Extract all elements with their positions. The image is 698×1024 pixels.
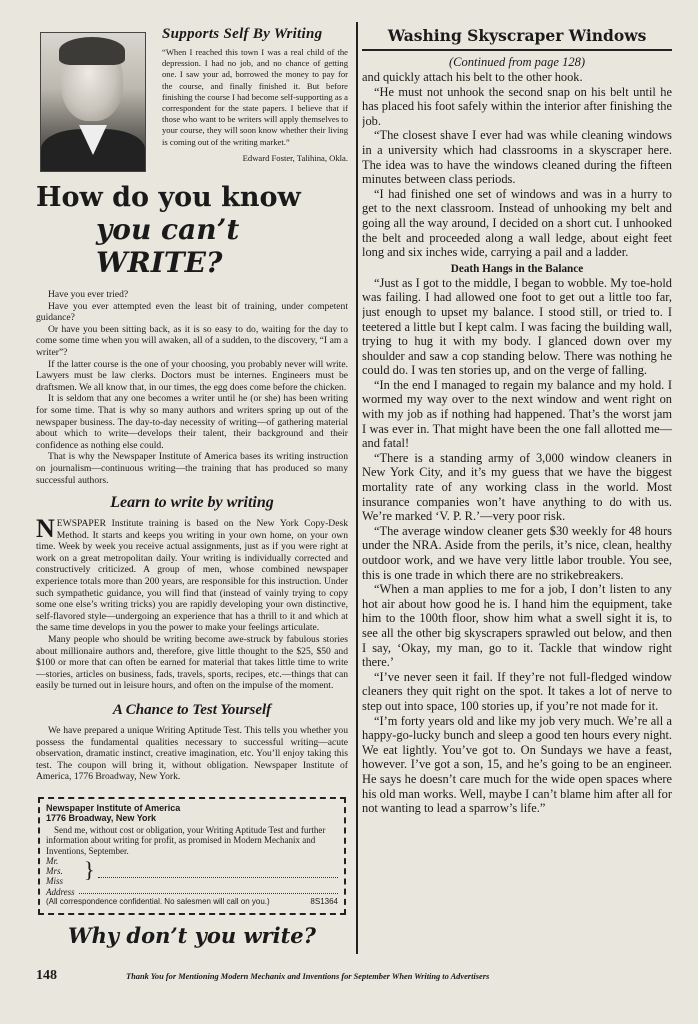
article-paragraph: and quickly attach his belt to the other hook. bbox=[362, 70, 583, 84]
testimonial-block bbox=[36, 26, 348, 172]
name-field[interactable] bbox=[98, 877, 338, 878]
chance-text bbox=[36, 725, 348, 783]
closing-slogan: Why don’t you write? bbox=[68, 922, 316, 948]
drop-cap: N bbox=[36, 514, 55, 544]
intro-paragraph: If the latter course is the one of your choosing, you probably never will write. Lawyers must be law clerks. Doctors must be internes. Engineers must be draftsmen. We all know that, in our times, the egg does come before the chicken. bbox=[36, 358, 348, 393]
label-miss: Miss bbox=[46, 875, 64, 886]
article-paragraph: “When a man applies to me for a job, I don’t listen to any hot air about how good he is. I hand him the equipment, take him to the 100th floor, show him what a swell sight it is, to see all the other big skyscrapers sprawled out below, and then I say, ‘Okay, my man, go to it. Tackle that window right there.’ bbox=[362, 582, 672, 670]
coupon-code: 8S1364 bbox=[310, 896, 338, 906]
intro-paragraph: Or have you been sitting back, as it is so easy to do, waiting for the day to come some time when you will awaken, all of a sudden, to the discovery, “I am a writer”? bbox=[36, 323, 348, 358]
chance-paragraph: We have prepared a unique Writing Aptitude Test. This tells you whether you possess the fundamental qualities necessary to successful writing—acute observation, dramatic instinct, creative imagination, etc. You’ll enjoy taking this test. The coupon will bring it, without obligation. Newspaper Institute of America, 1776 Broadway, New York. bbox=[36, 725, 348, 783]
intro-paragraph: Have you ever tried? bbox=[48, 289, 129, 300]
article-paragraph: “In the end I managed to regain my balance and my hold. I wormed my way over to the next window and went right on with my job as if nothing had happened. That’s the worst jam I was ever in. That might have been the one fall allotted me—and fatal! bbox=[362, 377, 672, 451]
coupon-body: Send me, without cost or obligation, your Writing Aptitude Test and further information about writing for profit, as promised in Modern Mechanix and Inventions, September. bbox=[46, 824, 326, 856]
learn-paragraph: EWSPAPER Institute training is based on the New York Copy-Desk Method. It starts and keeps you writing in your own home, on your own time. Week by week you receive actual assignments, just as if you were right at work on a great metropolitan daily. Your writing is individually corrected and constructively criticized. A group of men, whose combined newspaper experience totals more than 200 years, are responsible for this instruction. Under such sympathetic guidance, you will find that (instead of vainly trying to copy some one else’s writing tricks) you are rapidly developing your own distinctive, self-flavored style—undergoing an experience that has a thrill to it and which at the same time develops in you the power to make your feelings articulate. bbox=[36, 518, 348, 634]
article-paragraph: “I’ve never seen it fail. If they’re not full-fledged window cleaners they quit right on the spot. It takes a lot of nerve to step out into space, 100 stories up, if you’re not made for it. bbox=[362, 669, 672, 713]
continued-note: (Continued from page 128) bbox=[449, 55, 585, 69]
learn-paragraph: Many people who should be writing become awe-struck by fabulous stories about millionaire authors and, therefore, give little thought to the $25, $50 and $100 or more that can often be earned for material that takes little time to write—stories, articles on business, fads, travels, sports, recipes, etc.—things that can easily be turned out in leisure hours, and often on the impulse of the moment. bbox=[36, 634, 348, 692]
label-mr: Mr. bbox=[46, 856, 59, 867]
address-field[interactable] bbox=[79, 887, 338, 894]
article-paragraph: “The average window cleaner gets $30 weekly for 48 hours under the NRA. Aside from the perils, it’s nice, clean, healthy outdoor work, and we have very little labor trouble. You see, this is one trade in which there are no strikebreakers. bbox=[362, 523, 672, 582]
footer-thanks: Thank You for Mentioning Modern Mechanix and Inventions for September When Writing to Advertisers bbox=[126, 972, 490, 981]
learn-heading: Learn to write by writing bbox=[110, 494, 274, 512]
coupon-footer bbox=[46, 897, 338, 906]
mail-coupon[interactable] bbox=[38, 797, 346, 915]
page-footer bbox=[36, 968, 676, 988]
column-divider bbox=[356, 22, 358, 954]
article-paragraph: “He must not unhook the second snap on his belt until he has placed his foot safely within the interior after finishing the job. bbox=[362, 84, 672, 128]
article-paragraph: “I’m forty years old and like my job very much. We’re all a happy-go-lucky bunch and sleep a good ten hours every night. We eat lightly. You’ve got to. On Sundays we have a feast, however. I’ve got a son, 15, and he’s going to be an engineer. He says he doesn’t care much for the wide open spaces where his old man works. Well, maybe I can’t blame him after all for not wanting to lead a sparrow’s life.” bbox=[362, 713, 672, 816]
learn-text bbox=[36, 514, 348, 692]
article-column bbox=[362, 26, 672, 956]
testimonial-signature: Edward Foster, Talihina, Okla. bbox=[242, 152, 348, 163]
ad-headline-line1: How do you know bbox=[36, 182, 301, 213]
testimonial-quote: “When I reached this town I was a real child of the depression. I had no job, and no chance of getting one. I saw your ad, borrowed the money to pay for the course, and finally finished it. But before finishing the course I had become self-supporting as a correspondent for the state papers. I believe that if those who want to be writers will apply themselves to your course, they will soon know whether their living is coming out of the writing market.” bbox=[162, 47, 348, 147]
article-paragraph: “There is a standing army of 3,000 window cleaners in New York City, and it’s my guess that we have the biggest mortality rate of any working class in the world. Most insurance companies won’t have anything to do with us. We’re marked ‘V. P. R.’—very poor risk. bbox=[362, 450, 672, 524]
coupon-org: Newspaper Institute of America bbox=[46, 802, 181, 813]
article-subhead: Death Hangs in the Balance bbox=[450, 262, 584, 275]
article-paragraph: “I had finished one set of windows and was in a hurry to get to the next classroom. Instead of unhooking my belt and going all the way around, I decided on a short cut. I unhooked the belt and proceeded along a wall ledge, about eight feet long and six inches wide, carrying a pail and a ladder. bbox=[362, 186, 672, 260]
label-mrs: Mrs. bbox=[46, 865, 63, 876]
page-number: 148 bbox=[36, 968, 57, 983]
chance-heading: A Chance to Test Yourself bbox=[112, 702, 272, 718]
coupon-address: 1776 Broadway, New York bbox=[46, 812, 157, 823]
coupon-address-row bbox=[46, 887, 338, 897]
article-paragraph: “Just as I got to the middle, I began to wobble. My toe-hold was failing. I had allowed one foot to get out a little too far, just enough to upset my balance. I stood still, or tried to. I teetered a little but I kept calm. I was facing the building wall, trying to hug it with my body. I glanced down over my shoulder and saw a cop standing below. There was nothing he could do. I was ten stories up, and on the verge of falling. bbox=[362, 275, 672, 378]
testimonial-title: Supports Self By Writing bbox=[162, 26, 323, 42]
intro-paragraph: That is why the Newspaper Institute of America bases its writing instruction on journalism—continuous writing—the training that has produced so many successful authors. bbox=[36, 451, 348, 486]
article-paragraph: “The closest shave I ever had was while cleaning windows in a university which had classrooms in a skyscraper here. The idea was to have the windows cleaned during the fifteen minutes between class periods. bbox=[362, 128, 672, 187]
coupon-footnote: (All correspondence confidential. No salesmen will call on you.) bbox=[46, 896, 270, 906]
article-title: Washing Skyscraper Windows bbox=[362, 26, 672, 51]
article-body bbox=[362, 70, 672, 816]
brace-icon: } bbox=[84, 857, 95, 883]
coupon-name-fields bbox=[46, 857, 338, 886]
label-address: Address bbox=[46, 886, 75, 897]
intro-text bbox=[36, 289, 348, 486]
intro-paragraph: It is seldom that any one becomes a writer until he (or she) has been writing for some time. That is why so many authors and writers spring up out of the newspaper business. The day-to-day necessity of writing—of gathering material about which to write—develops their talent, their background and their confidence as nothing else could. bbox=[36, 393, 348, 451]
advertisement-column bbox=[36, 26, 348, 956]
intro-paragraph: Have you ever attempted even the least bit of training, under competent guidance? bbox=[36, 300, 348, 324]
testimonial-photo bbox=[40, 32, 146, 172]
ad-headline-line2: you can’t WRITE? bbox=[96, 213, 240, 279]
